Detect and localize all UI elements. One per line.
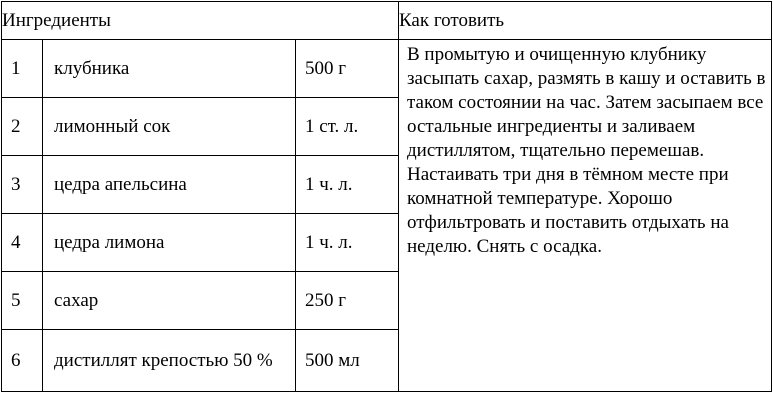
ingredient-quantity: 500 мл [296,330,399,392]
recipe-table [1,1,772,392]
ingredients-header: Ингредиенты [2,2,399,40]
instructions-text: В промытую и очищенную клубнику засыпать сахар, размять в кашу и оставить в таком состоянии на час. Затем засыпаем все остальные ингредиенты и заливаем дистиллятом, тщательно перемешав. Настаивать три дня в тёмном месте при комнатной температуре. Хорошо отфильтровать и поставить отдыхать на неделю. Снять с осадка. [399,40,772,392]
ingredient-number: 1 [2,40,43,98]
ingredient-quantity: 1 ст. л. [296,98,399,156]
ingredient-number: 4 [2,214,43,272]
ingredient-number: 3 [2,156,43,214]
ingredient-name: дистиллят крепостью 50 % [43,330,296,392]
ingredient-quantity: 1 ч. л. [296,156,399,214]
ingredient-number: 6 [2,330,43,392]
ingredient-quantity: 250 г [296,272,399,330]
ingredient-quantity: 500 г [296,40,399,98]
how-to-header: Как готовить [399,2,772,40]
ingredient-number: 2 [2,98,43,156]
ingredient-name: цедра лимона [43,214,296,272]
table-row [2,40,772,98]
ingredient-name: цедра апельсина [43,156,296,214]
ingredient-name: клубника [43,40,296,98]
header-row [2,2,772,40]
ingredient-name: сахар [43,272,296,330]
ingredient-number: 5 [2,272,43,330]
ingredient-quantity: 1 ч. л. [296,214,399,272]
ingredient-name: лимонный сок [43,98,296,156]
